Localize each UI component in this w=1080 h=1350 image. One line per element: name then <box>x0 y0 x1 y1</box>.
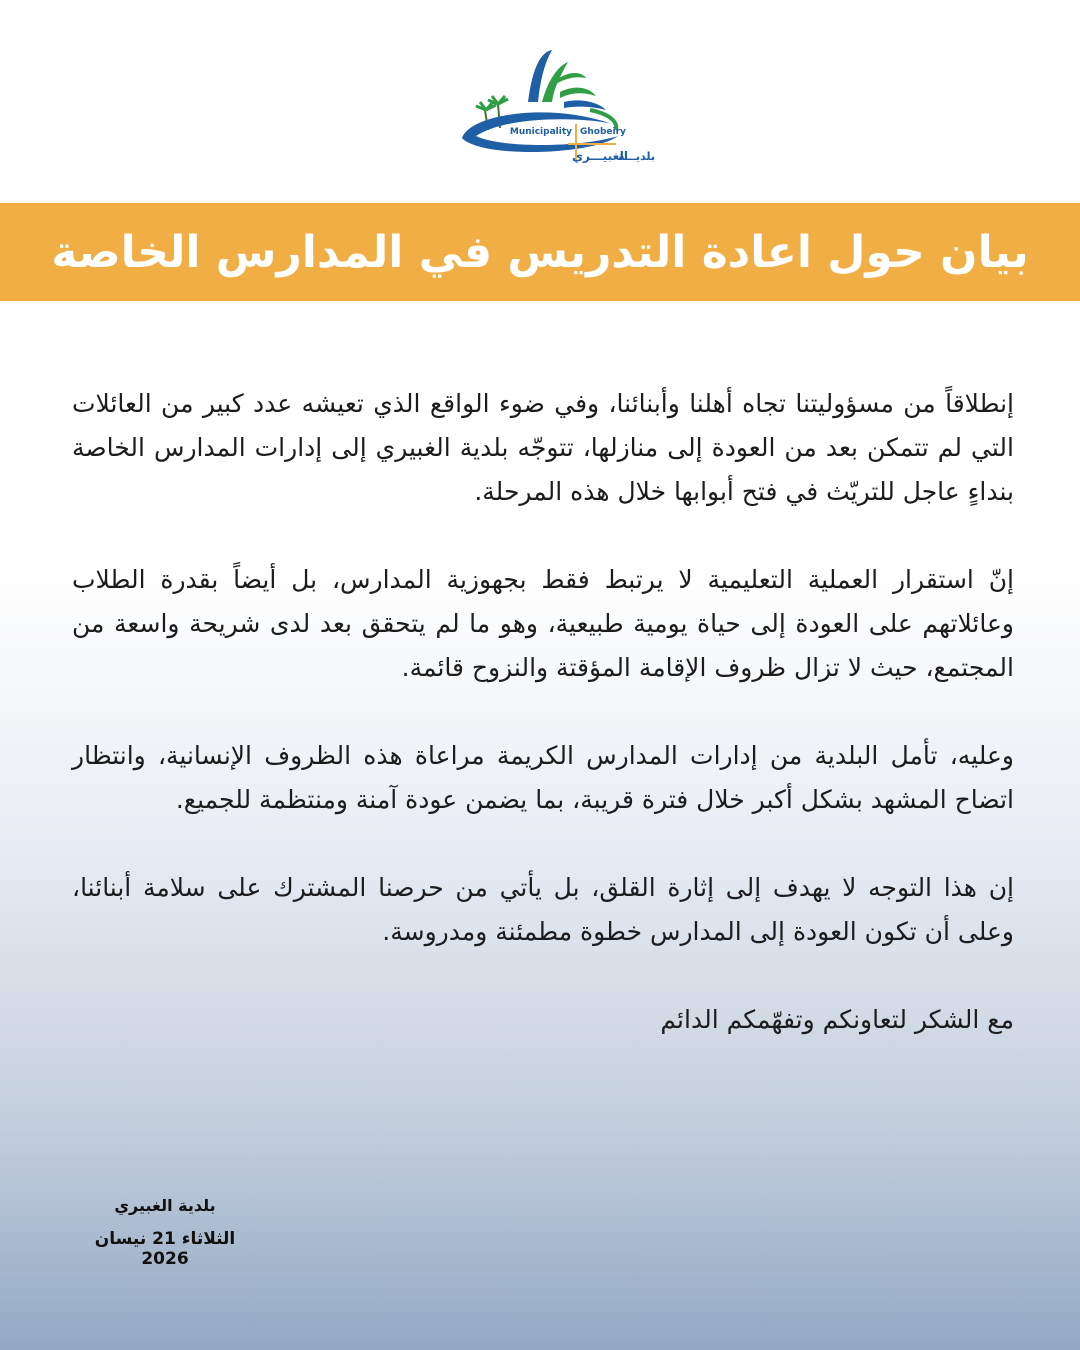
closing-line: مع الشكر لتعاونكم وتفهّمكم الدائم <box>660 1005 1014 1034</box>
statement-body <box>72 382 1014 1042</box>
signature-date: الثلاثاء 21 نيسان 2026 <box>94 1229 236 1269</box>
logo-emblem-icon <box>440 40 656 170</box>
page-title: بيان حول اعادة التدريس في المدارس الخاصة <box>51 226 1029 278</box>
municipality-logo <box>440 40 656 170</box>
signature-block <box>70 1196 260 1269</box>
logo-name-en-left: Municipality <box>509 127 572 137</box>
paragraph-3: وعليه، تأمل البلدية من إدارات المدارس الكريمة مراعاة هذه الظروف الإنسانية، وانتظار اتضاح المشهد بشكل أكبر خلال فترة قريبة، بما يضمن عودة آمنة ومنتظمة للجميع. <box>72 741 1014 814</box>
logo-name-en-right: Ghobeiry <box>580 127 626 137</box>
signature-org: بلدية الغبيري <box>114 1196 216 1215</box>
paragraph-1: إنطلاقاً من مسؤوليتنا تجاه أهلنا وأبنائنا، وفي ضوء الواقع الذي تعيشه عدد كبير من العائلات التي لم تتمكن بعد من العودة إلى منازلها، تتوجّه بلدية الغبيري إلى إدارات المدارس الخاصة بنداءٍ عاجل للتريّث في فتح أبوابها خلال هذه المرحلة. <box>72 389 1014 506</box>
logo-name-ar-left: بلديـــة <box>618 150 656 163</box>
title-banner <box>0 203 1080 301</box>
paragraph-4: إن هذا التوجه لا يهدف إلى إثارة القلق، بل يأتي من حرصنا المشترك على سلامة أبنائنا، وعلى أن تكون العودة إلى المدارس خطوة مطمئنة ومدروسة. <box>72 873 1014 946</box>
logo-name-ar-right: الغبيـــري <box>572 149 628 163</box>
paragraph-2: إنّ استقرار العملية التعليمية لا يرتبط فقط بجهوزية المدارس، بل أيضاً بقدرة الطلاب وعائلاتهم على العودة إلى حياة يومية طبيعية، وهو ما لم يتحقق بعد لدى شريحة واسعة من المجتمع، حيث لا تزال ظروف الإقامة المؤقتة والنزوح قائمة. <box>72 565 1014 682</box>
